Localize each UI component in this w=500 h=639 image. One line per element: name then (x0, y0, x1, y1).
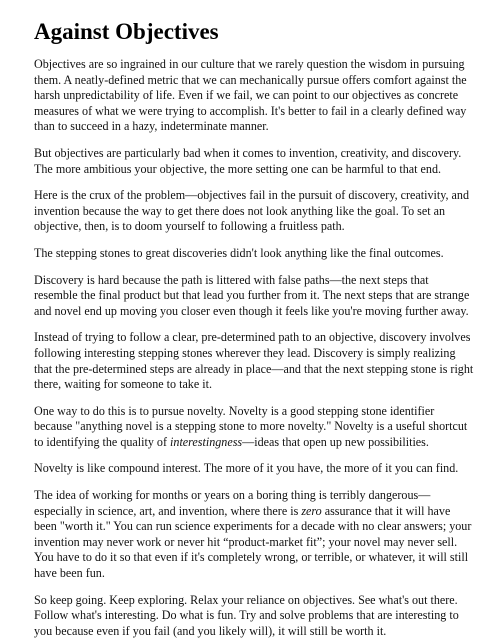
paragraph-text: Discovery is hard because the path is littered with false paths—the next steps that resemble the final product but that lead you further from it. The next steps that are strange and novel end up moving you closer even though it feels like you're moving further away. (34, 272, 470, 318)
paragraph-text: So keep going. Keep exploring. Relax your reliance on objectives. See what's out there. Follow what's interesting. Do what is fun. Try and solve problems that are interesting to you because even if you fail (and you likely will), it will still be worth it. (34, 592, 459, 638)
paragraph-text: assurance that it will have been "worth it." You can run science experiments for a decade with no clear answers; your invention may never work or never hit “product-market fit”; your novel may never sell. You have to do it so that even if it's completely wrong, or terrible, or whatever, it will still have been fun. (34, 503, 472, 581)
paragraph-text: One way to do this is to pursue novelty. Novelty is a good stepping stone identifier because "anything novel is a stepping stone to more novelty." Novelty is a useful shortcut to identifying the quality of (34, 403, 468, 449)
paragraph-2 (34, 146, 474, 177)
paragraph-10 (34, 593, 474, 639)
paragraph-text: But objectives are particularly bad when it comes to invention, creativity, and discovery. The more ambitious your objective, the more setting one can be harmful to that end. (34, 145, 462, 176)
paragraph-6 (34, 330, 474, 392)
paragraph-5 (34, 273, 474, 320)
paragraph-4 (34, 246, 474, 262)
article-title: Against Objectives (34, 19, 219, 44)
paragraph-text: Objectives are so ingrained in our culture that we rarely question the wisdom in pursuing them. A neatly-defined metric that we can mechanically pursue offers comfort against the harsh unpredictability of life. Even if we fail, we can point to our objectives as concrete measures of what we were trying to accomplish. It's better to fail in a clearly defined way than to succeed in a hazy, indeterminate manner. (34, 57, 467, 134)
paragraph-1 (34, 57, 474, 135)
emphasis-interestingness: interestingness (170, 434, 243, 449)
paragraph-text: Instead of trying to follow a clear, pre-determined path to an objective, discovery involves following interesting stepping stones wherever they lead. Discovery is simply realizing that the pre-determined steps are already in place—and that the next stepping stone is right there, waiting for someone to take it. (34, 330, 474, 392)
paragraph-text: Here is the crux of the problem—objectives fail in the pursuit of discovery, creativity, and invention because the way to get there does not look anything like the goal. To set an objective, then, is to doom yourself to following a fruitless path. (34, 188, 470, 234)
paragraph-text: The idea of working for months or years on a boring thing is terribly dangerous—especially in science, art, and invention, where there is (34, 488, 431, 518)
paragraph-8 (34, 461, 474, 477)
paragraph-7 (34, 404, 474, 451)
paragraph-text: —ideas that open up new possibilities. (242, 434, 429, 449)
emphasis-zero: zero (301, 503, 322, 518)
paragraph-text: The stepping stones to great discoveries didn't look anything like the final outcomes. (34, 245, 444, 260)
paragraph-3 (34, 188, 474, 235)
paragraph-text: Novelty is like compound interest. The more of it you have, the more of it you can find. (34, 461, 459, 476)
paragraph-9 (34, 488, 474, 582)
